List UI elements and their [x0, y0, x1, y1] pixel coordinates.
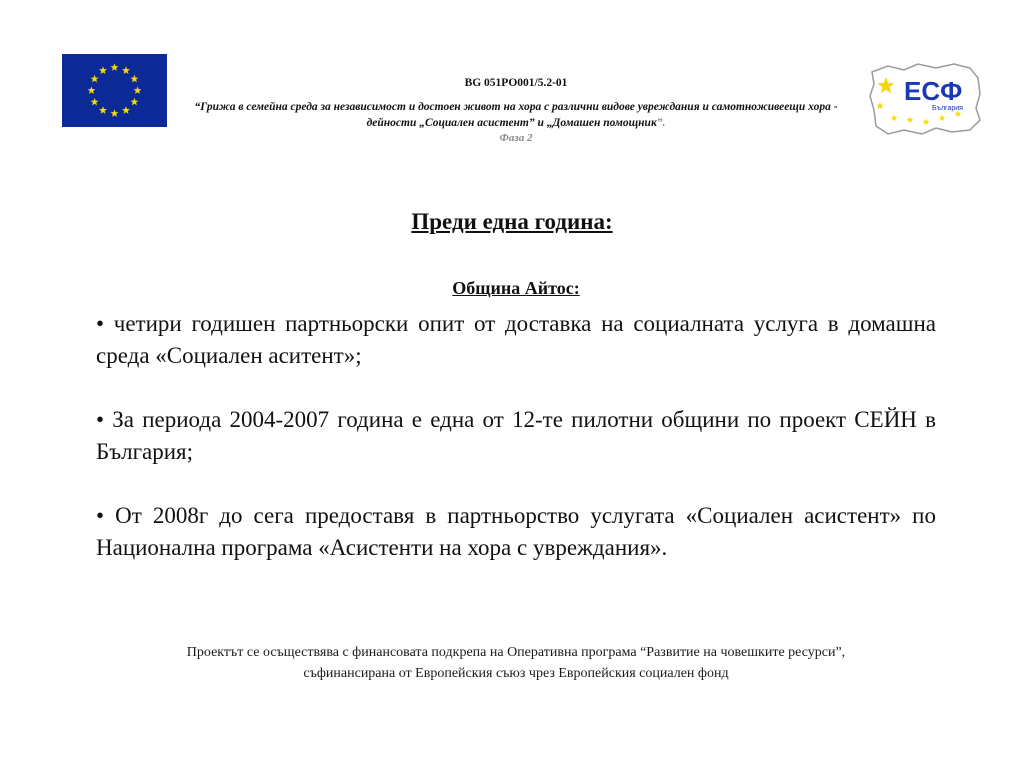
bullet-item: • За периода 2004-2007 година е една от 12-те пилотни общини по проект СЕЙН в България; [96, 407, 936, 464]
esf-logo-subtext: България [932, 105, 963, 112]
bullet-item: • четири годишен партньорски опит от доставка на социалната услуга в домашна среда «Социален аситент»; [96, 311, 936, 368]
bullet-item: • От 2008г до сега предоставя в партньорство услугата «Социален асистент» по Национална програма «Асистенти на хора с увреждания». [96, 503, 936, 560]
project-title-tail: ”. [656, 117, 666, 129]
project-phase: Фаза 2 [499, 132, 533, 144]
bullet-list [96, 308, 936, 564]
footer-line: съфинансирана от Европейския съюз чрез Европейския социален фонд [303, 666, 729, 681]
esf-logo-text: ЕСФ [904, 76, 963, 106]
slide-title: Преди една година: [411, 209, 613, 234]
project-code: BG 051PO001/5.2-01 [464, 77, 568, 89]
eu-flag-icon [62, 54, 167, 127]
funding-footer [0, 642, 1024, 684]
footer-line: Проектът се осъществява с финансовата подкрепа на Оперативна програма “Развитие на човешките ресурси”, [186, 645, 846, 660]
esf-bulgaria-logo-icon [866, 58, 984, 138]
project-title [180, 99, 852, 131]
project-header [180, 76, 852, 145]
project-title-main: “Грижа в семейна среда за независимост и достоен живот на хора с различни видове увреждания и самотноживеещи хора - дейности „Социален асистент” и „Домашен помощник [194, 101, 838, 129]
municipality-heading: Община Айтос: [452, 278, 580, 298]
